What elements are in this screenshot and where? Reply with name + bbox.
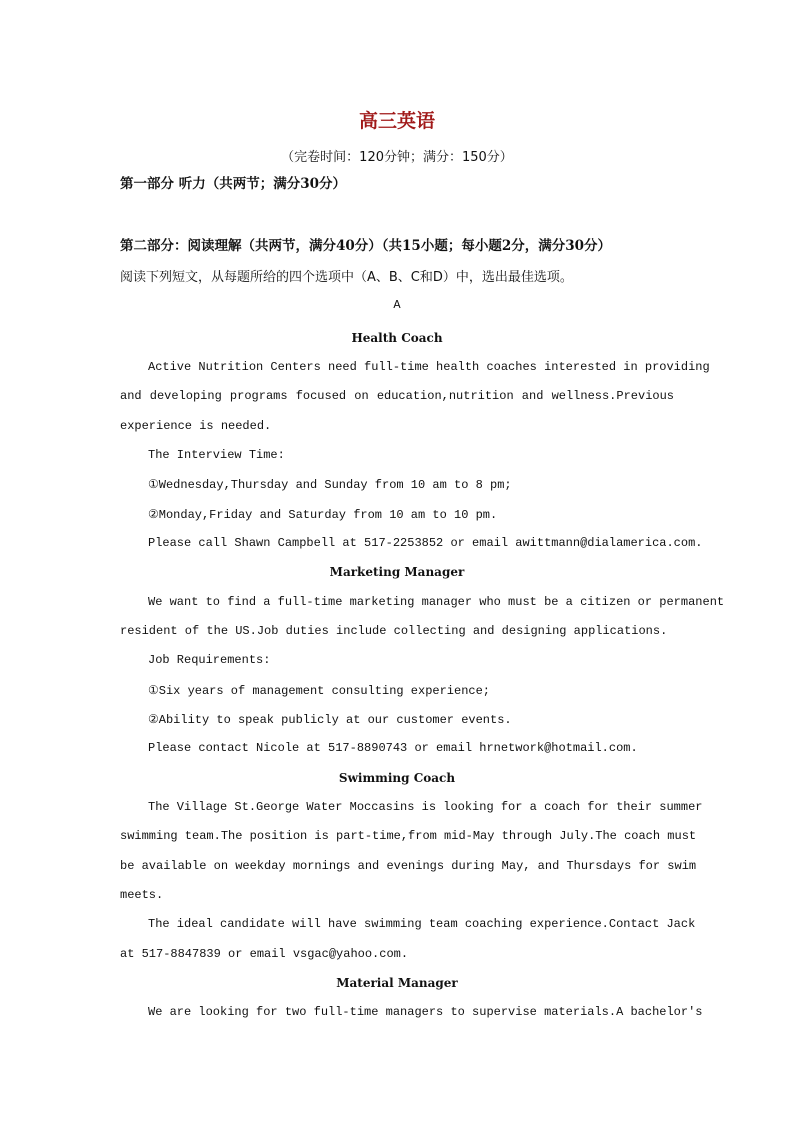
exam-info: （完卷时间：120分钟；满分：150分）: [281, 150, 513, 165]
part2-heading: 第二部分：阅读理解（共两节，满分40分）（共15小题；每小题2分，满分30分）: [120, 238, 612, 254]
ad-text-line: resident of the US.Job duties include collecting and designing applications.: [120, 624, 668, 638]
ad-text-line: Please call Shawn Campbell at 517-2253852 or email awittmann@dialamerica.com.: [148, 536, 703, 550]
ad-text-line: Active Nutrition Centers need full-time health coaches interested in providing: [148, 360, 710, 374]
ad-text-line: and developing programs focused on education,nutrition and wellness.Previous: [120, 389, 674, 403]
ad-text-line: The Interview Time:: [148, 448, 285, 462]
part1-heading: 第一部分 听力（共两节；满分30分）: [120, 176, 346, 192]
passage-label: A: [393, 298, 401, 312]
ad-text-line: swimming team.The position is part-time,from mid-May through July.The coach must: [120, 829, 697, 843]
ad-text-line: ②Monday,Friday and Saturday from 10 am to 10 pm.: [148, 508, 498, 522]
ad-text-line: at 517-8847839 or email vsgac@yahoo.com.: [120, 947, 409, 961]
ad-title-marketing-manager: Marketing Manager: [329, 565, 465, 579]
reading-instruction: 阅读下列短文，从每题所给的四个选项中（A、B、C和D）中，选出最佳选项。: [120, 270, 573, 285]
ad-title-health-coach: Health Coach: [351, 331, 443, 345]
ad-title-swimming-coach: Swimming Coach: [338, 771, 456, 785]
ad-text-line: meets.: [120, 888, 164, 902]
ad-text-line: ①Six years of management consulting experience;: [148, 684, 491, 698]
ad-text-line: We want to find a full-time marketing manager who must be a citizen or permanent: [148, 595, 725, 609]
ad-text-line: experience is needed.: [120, 419, 272, 433]
ad-title-material-manager: Material Manager: [336, 976, 458, 990]
ad-text-line: ①Wednesday,Thursday and Sunday from 10 am to 8 pm;: [148, 478, 512, 492]
ad-text-line: We are looking for two full-time managers to supervise materials.A bachelor's: [148, 1005, 703, 1019]
page-title: 高三英语: [358, 110, 435, 132]
ad-text-line: The Village St.George Water Moccasins is looking for a coach for their summer: [148, 800, 703, 814]
ad-text-line: be available on weekday mornings and evenings during May, and Thursdays for swim: [120, 859, 697, 873]
ad-text-line: Please contact Nicole at 517-8890743 or email hrnetwork@hotmail.com.: [148, 741, 638, 755]
ad-text-line: Job Requirements:: [148, 653, 271, 667]
ad-text-line: ②Ability to speak publicly at our customer events.: [148, 713, 512, 727]
ad-text-line: The ideal candidate will have swimming team coaching experience.Contact Jack: [148, 917, 696, 931]
